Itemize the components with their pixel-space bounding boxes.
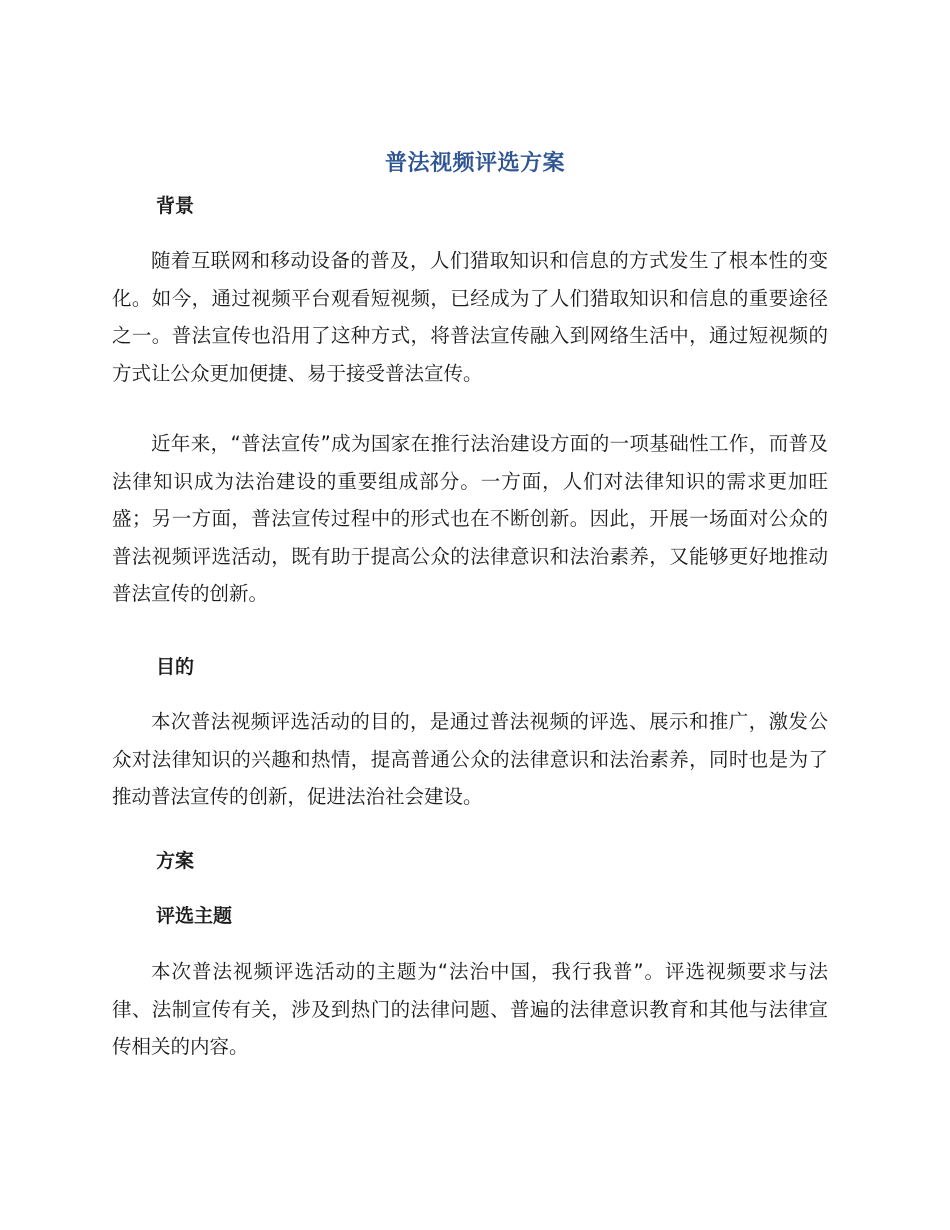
paragraph-background-1: 随着互联网和移动设备的普及，人们猎取知识和信息的方式发生了根本性的变化。如今，通过视频平台观看短视频，已经成为了人们猎取知识和信息的重要途径之一。普法宣传也沿用了这种方式，将普法宣传融入到网络生活中，通过短视频的方式让公众更加便捷、易于接受普法宣传。 [112,249,828,385]
paragraph-purpose-1: 本次普法视频评选活动的目的，是通过普法视频的评选、展示和推广，激发公众对法律知识的兴趣和热情，提高普通公众的法律意识和法治素养，同时也是为了推动普法宣传的创新，促进法治社会建设。 [112,710,828,808]
paragraph-background-2: 近年来，“普法宣传”成为国家在推行法治建设方面的一项基础性工作，而普及法律知识成为法治建设的重要组成部分。一方面，人们对法律知识的需求更加旺盛；另一方面，普法宣传过程中的形式也在不断创新。因此，开展一场面对公众的普法视频评选活动，既有助于提高公众的法律意识和法治素养，又能够更好地推动普法宣传的创新。 [112,432,828,605]
paragraph-theme-1: 本次普法视频评选活动的主题为“法治中国，我行我普”。评选视频要求与法律、法制宣传有关，涉及到热门的法律问题、普遍的法律意识教育和其他与法律宣传相关的内容。 [112,960,828,1058]
document-title: 普法视频评选方案 [384,151,565,176]
section-heading-background: 背景 [156,195,195,217]
section-heading-theme: 评选主题 [156,905,233,927]
section-heading-plan: 方案 [156,850,195,872]
section-heading-purpose: 目的 [156,656,195,678]
